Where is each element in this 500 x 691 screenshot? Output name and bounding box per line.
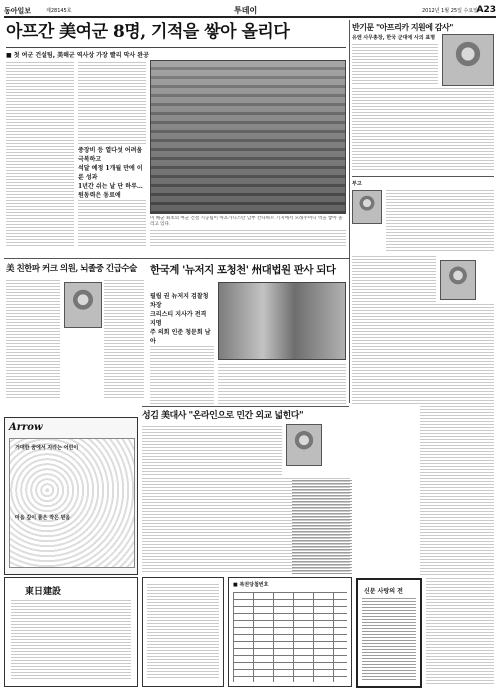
- court-subhead-2: 크리스티 지사가 전격 지명: [150, 311, 207, 327]
- court-photo: [218, 282, 346, 360]
- lottery-box: [228, 577, 352, 687]
- court-headline: 한국계 '뉴저지 포청천' 州대법원 판사 되다: [150, 264, 336, 276]
- court-subhead-3: 주 의회 인준 청문회 남아: [150, 329, 211, 345]
- right-top-headline: 반기문 "아프리카 지원에 감사": [352, 22, 453, 32]
- construction-ad-text: [11, 600, 131, 680]
- notice-ad: [142, 577, 224, 687]
- arrow-cartoon-art: [9, 438, 135, 568]
- arrow-logo: Arrow: [9, 422, 43, 433]
- column-rule: [349, 20, 350, 403]
- construction-brand: 東日建設: [25, 587, 62, 597]
- construction-ad: [4, 577, 138, 687]
- sung-kim-body-1: [142, 426, 282, 476]
- lead-photo: [150, 60, 346, 214]
- lead-body-under-photo: [150, 230, 346, 248]
- right-long-body: [420, 304, 494, 576]
- lower-divider: [142, 406, 349, 407]
- lead-subhead-2: 석달 예정 1개월 만에 이룬 성과: [78, 165, 143, 181]
- right-divider: [352, 176, 494, 177]
- publication-name: 동아일보: [4, 7, 32, 15]
- right-top-body-1: [352, 44, 438, 84]
- kirk-body-2: [104, 280, 144, 400]
- obituary-portrait: [352, 190, 382, 224]
- ban-ki-moon-portrait: [442, 34, 494, 86]
- section-divider: [4, 258, 349, 259]
- lead-body-column-1: [6, 62, 74, 247]
- page-number: A23: [476, 5, 496, 15]
- kirk-portrait: [64, 282, 102, 328]
- sung-kim-portrait: [286, 424, 322, 466]
- court-body-1: [150, 346, 214, 404]
- lottery-table: [233, 592, 347, 682]
- lead-body-column-2: [78, 62, 146, 144]
- kirk-body-1: [6, 280, 60, 400]
- lead-body-column-2b: [78, 200, 146, 247]
- lottery-title: ■ 복권당첨번호: [233, 582, 269, 588]
- kirk-headline: 美 친한파 커크 의원, 뇌졸중 긴급수술: [6, 264, 137, 274]
- notice-box: [292, 480, 352, 576]
- lead-kicker: ■ 첫 여군 건설팀, 美해군 역사상 가장 빨리 막사 완공: [6, 47, 346, 59]
- edition-number: 제28145호: [46, 8, 72, 14]
- issue-date: 2012년 1월 25일 수요일: [421, 8, 478, 14]
- lead-headline: 아프간 美여군 8명, 기적을 쌓아 올리다: [6, 22, 290, 42]
- column-portrait: [440, 260, 476, 300]
- arrow-cartoon-ad: [4, 417, 138, 575]
- masthead: [4, 4, 496, 18]
- sung-kim-headline: 성김 美대사 "온라인으로 민간 외교 넓힌다": [142, 411, 304, 421]
- promo-text: [362, 598, 416, 682]
- section-name: 투데이: [234, 6, 258, 15]
- lead-subhead-1: 중장비 등 열다섯 어려움 극복하고: [78, 147, 143, 163]
- promo-ad: [356, 578, 422, 688]
- promo-title: 신문 사랑의 전: [364, 588, 403, 595]
- right-bottom-body: [426, 578, 494, 686]
- right-top-body-2: [352, 88, 494, 172]
- court-subhead-1: 필립 권 뉴저지 검찰청 차장: [150, 293, 209, 309]
- obituary-label: 부고: [352, 181, 362, 187]
- arrow-text-1: 거대한 꿈에서 자라는 어린이: [15, 445, 79, 451]
- lead-photo-caption: 미 해군 최초의 여군 건설 시공팀이 아프가니스탄 남부 칸다하르 기지에서 모래주머니 벽을 쌓아 올리고 있다.: [150, 216, 343, 227]
- right-top-subtitle: 유엔 사무총장, 한국 군대에 사의 표명: [352, 35, 436, 41]
- arrow-text-2: 마음 깊이 품은 작은 믿음: [15, 515, 71, 521]
- court-body-2: [218, 364, 346, 404]
- notice-ad-text: [147, 584, 219, 680]
- obituary-body: [386, 190, 494, 252]
- lead-subhead-3: 1년간 쉬는 날 단 하루… 원동력은 동료애: [78, 183, 143, 199]
